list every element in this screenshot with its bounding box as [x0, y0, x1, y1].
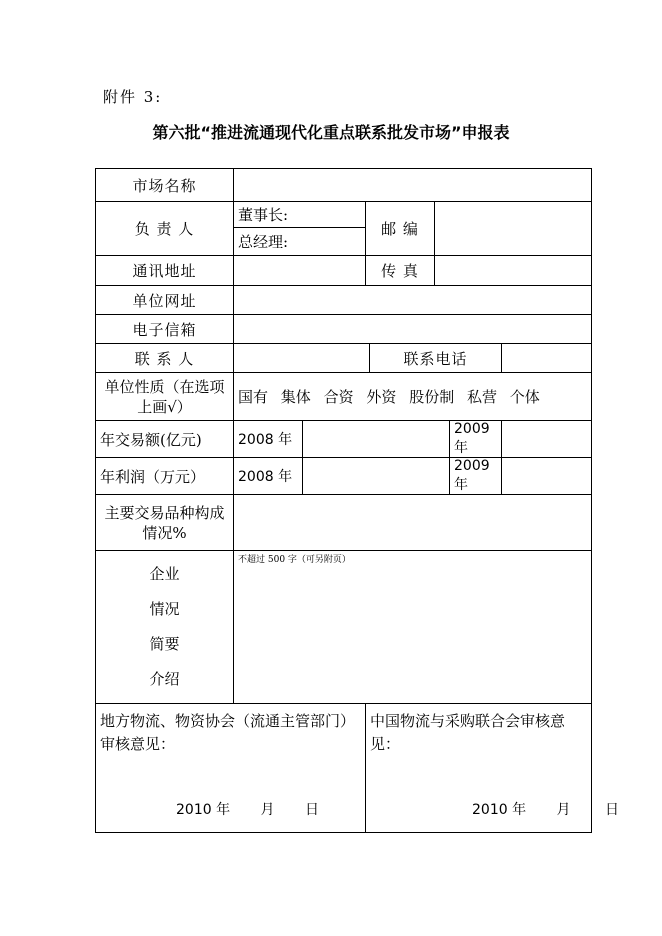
- fax-label: 传 真: [366, 256, 435, 286]
- email-field[interactable]: [234, 315, 592, 344]
- address-field[interactable]: [234, 256, 366, 286]
- annual-volume-2009-label: 2009 年: [450, 421, 502, 458]
- row-review: [96, 704, 592, 833]
- email-label: 电子信箱: [96, 315, 234, 344]
- annual-profit-2009-label: 2009 年: [450, 458, 502, 495]
- chairman-field[interactable]: 董事长:: [234, 202, 366, 228]
- row-email: [96, 315, 592, 344]
- brief-label-line: 情况: [149, 600, 180, 618]
- annual-volume-2008-label: 2008 年: [234, 421, 303, 458]
- website-label: 单位网址: [96, 286, 234, 315]
- contact-phone-label: 联系电话: [370, 344, 502, 373]
- brief-label: [96, 551, 234, 704]
- ownership-option-shareholding[interactable]: 股份制: [409, 388, 455, 406]
- national-review-label: 中国物流与采购联合会审核意见：: [370, 712, 566, 753]
- row-ownership: [96, 373, 592, 421]
- annual-profit-2008-label: 2008 年: [234, 458, 303, 495]
- application-form-table: [95, 168, 619, 833]
- website-field[interactable]: [234, 286, 592, 315]
- ownership-options: [234, 373, 592, 421]
- postcode-label: 邮 编: [366, 202, 435, 256]
- date-year: 2010 年: [472, 802, 527, 818]
- fax-field[interactable]: [435, 256, 592, 286]
- address-label: 通讯地址: [96, 256, 234, 286]
- brief-label-line: 企业: [149, 565, 180, 583]
- date-month: 月: [556, 802, 571, 818]
- contact-phone-field[interactable]: [502, 344, 592, 373]
- brief-label-line: 介绍: [149, 670, 180, 688]
- brief-field[interactable]: [234, 551, 592, 704]
- market-name-field[interactable]: [234, 169, 592, 202]
- row-person-in-charge: [96, 202, 592, 228]
- row-market-name: [96, 169, 592, 202]
- form-title: 第六批“推进流通现代化重点联系批发市场”申报表: [152, 123, 510, 142]
- date-year: 2010 年: [176, 802, 231, 818]
- annual-volume-2008-field[interactable]: [303, 421, 450, 458]
- row-brief: [96, 551, 592, 704]
- ownership-option-state[interactable]: 国有: [238, 388, 269, 406]
- row-annual-profit: [96, 458, 592, 495]
- attachment-label: 附件 3:: [103, 88, 163, 106]
- national-review-cell[interactable]: [366, 704, 619, 833]
- row-website: [96, 286, 592, 315]
- annual-profit-2008-field[interactable]: [303, 458, 450, 495]
- ownership-option-private[interactable]: 私营: [466, 388, 497, 406]
- local-review-date: [176, 799, 319, 822]
- products-label: 主要交易品种构成情况%: [96, 495, 234, 551]
- date-day: 日: [605, 802, 619, 818]
- annual-profit-label: 年利润（万元）: [96, 458, 234, 495]
- products-field[interactable]: [234, 495, 592, 551]
- contact-field[interactable]: [234, 344, 370, 373]
- ownership-option-joint-venture[interactable]: 合资: [323, 388, 354, 406]
- date-month: 月: [260, 802, 275, 818]
- row-address: [96, 256, 592, 286]
- row-contact: [96, 344, 592, 373]
- ownership-option-collective[interactable]: 集体: [280, 388, 311, 406]
- date-day: 日: [305, 802, 319, 818]
- market-name-label: 市场名称: [96, 169, 234, 202]
- general-manager-field[interactable]: 总经理:: [234, 228, 366, 256]
- ownership-option-foreign[interactable]: 外资: [366, 388, 397, 406]
- postcode-field[interactable]: [435, 202, 592, 256]
- annual-profit-2009-field[interactable]: [502, 458, 592, 495]
- annual-volume-label: 年交易额(亿元): [96, 421, 234, 458]
- row-products: [96, 495, 592, 551]
- brief-note: 不超过 500 字（可另附页）: [238, 555, 351, 565]
- row-annual-volume: [96, 421, 592, 458]
- annual-volume-2009-field[interactable]: [502, 421, 592, 458]
- ownership-option-individual[interactable]: 个体: [509, 388, 540, 406]
- local-review-cell[interactable]: [96, 704, 366, 833]
- brief-label-line: 简要: [149, 635, 180, 653]
- contact-label: 联 系 人: [96, 344, 234, 373]
- national-review-date: [472, 799, 619, 822]
- person-in-charge-label: 负 责 人: [96, 202, 234, 256]
- ownership-label: 单位性质（在选项上画√）: [96, 373, 234, 421]
- local-review-label: 地方物流、物资协会（流通主管部门）审核意见：: [100, 712, 356, 753]
